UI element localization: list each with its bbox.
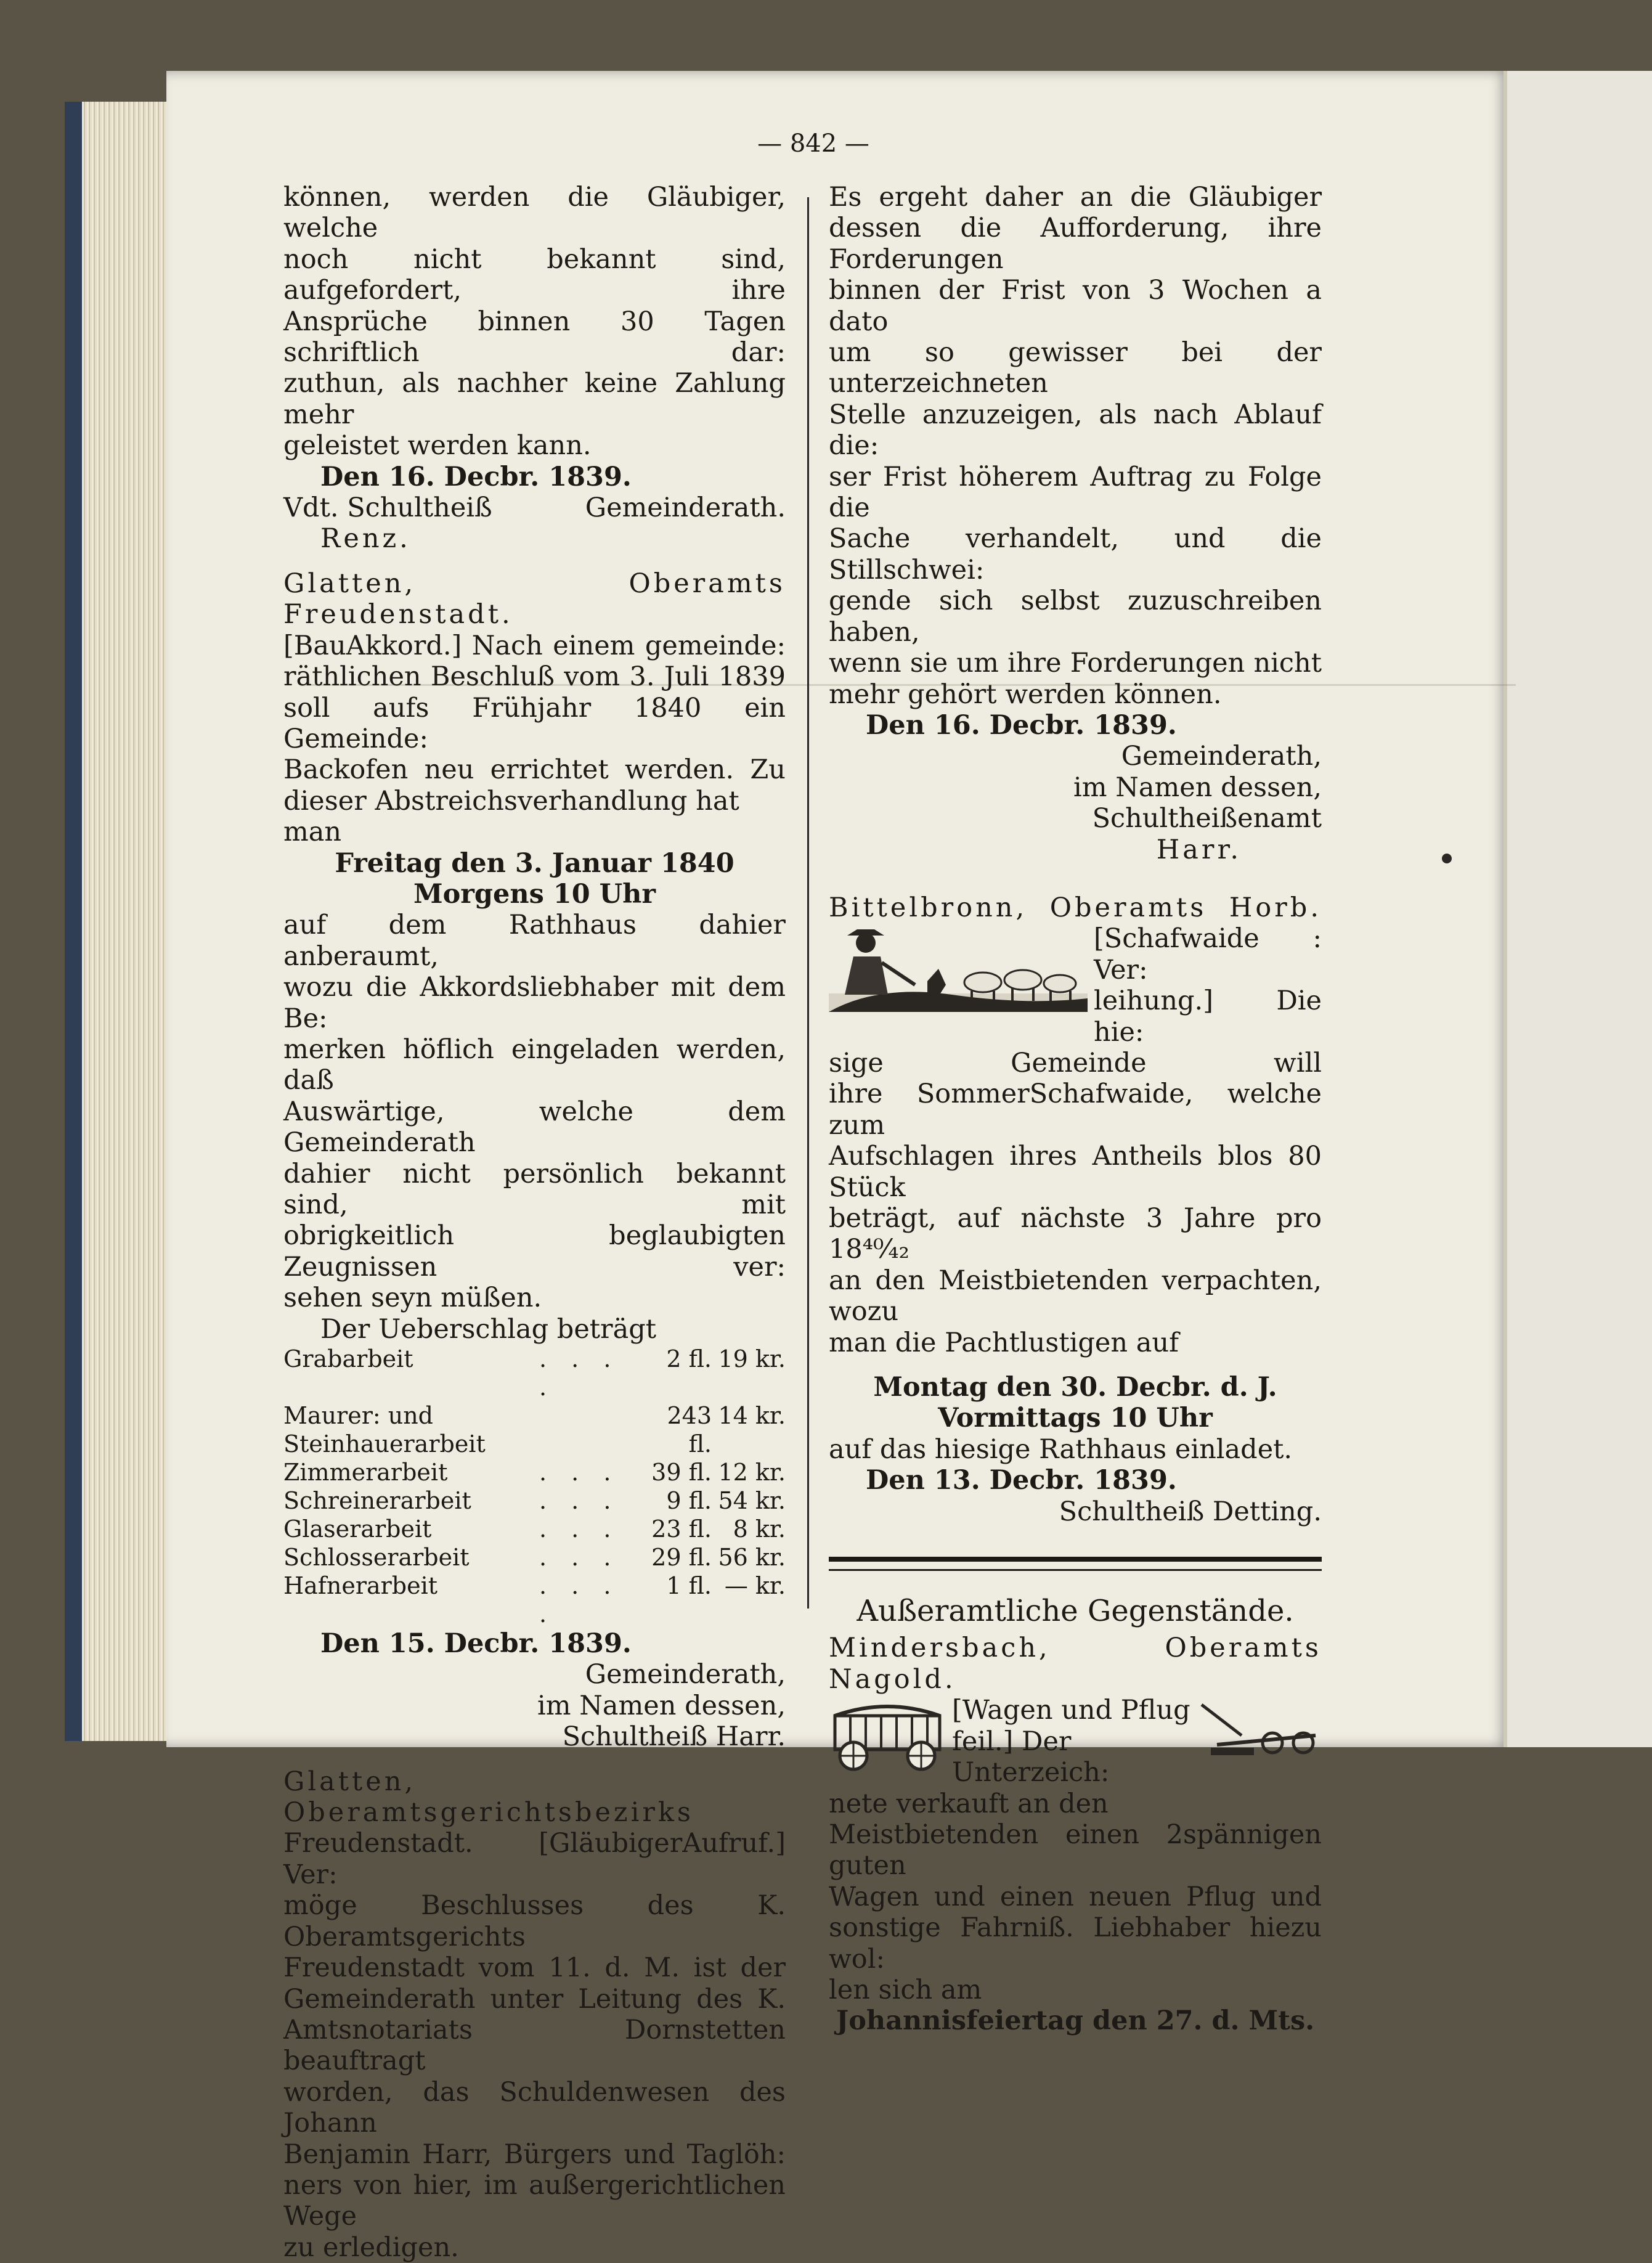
text-line: sige Gemeinde will xyxy=(829,1047,1322,1078)
text-line: Meistbietenden einen 2spännigen guten xyxy=(829,1819,1322,1882)
text-line: Auswärtige, welche dem Gemeinderath xyxy=(283,1096,786,1159)
text-line: man die Pachtlustigen auf xyxy=(829,1327,1179,1358)
appointment-date: Freitag den 3. Januar 1840 xyxy=(335,847,734,879)
text-line: gende sich selbst zuzuschreiben haben, xyxy=(829,585,1322,648)
text-line: auf dem Rathhaus dahier anberaumt, xyxy=(283,910,786,972)
notice-heading: Glatten, Oberamts Freudenstadt. xyxy=(283,568,786,630)
signature-line: im Namen dessen, xyxy=(1073,772,1322,803)
signature-line: Schultheißenamt xyxy=(1092,803,1322,834)
text-line: zuthun, als nachher keine Zahlung mehr xyxy=(283,368,786,430)
signature-name: Renz. xyxy=(320,523,411,555)
signature-right: Gemeinderath. xyxy=(585,492,786,524)
cost-row: Glaserarbeit . . . 23 fl. 8 kr. xyxy=(283,1515,786,1543)
text-line: obrigkeitlich beglaubigten Zeugnissen ver: xyxy=(283,1220,786,1282)
text-line: ners von hier, im außergerichtlichen Wege xyxy=(283,2169,786,2232)
text-line: Freudenstadt vom 11. d. M. ist der xyxy=(283,1952,786,1984)
text-line: räthlichen Beschluß vom 3. Juli 1839 xyxy=(283,661,786,693)
appointment-time: Morgens 10 Uhr xyxy=(413,878,656,910)
appointment-date: Montag den 30. Decbr. d. J. xyxy=(873,1372,1277,1403)
text-line: [BauAkkord.] Nach einem gemeinde: xyxy=(283,630,786,661)
notice-heading: Bittelbronn, Oberamts Horb. xyxy=(829,892,1322,923)
signature-name: Harr. xyxy=(1156,834,1242,865)
text-line: ser Frist höherem Auftrag zu Folge die xyxy=(829,461,1322,524)
cost-row: Schlosserarbeit . . . 29 fl. 56 kr. xyxy=(283,1544,786,1572)
text-line: möge Beschlusses des K. Oberamtsgerichts xyxy=(283,1890,786,1952)
text-line: mehr gehört werden können. xyxy=(829,679,1222,710)
text-line: leihung.] Die hie: xyxy=(1094,985,1322,1048)
text-line: um so gewisser bei der unterzeichneten xyxy=(829,337,1322,399)
text-line: auf das hiesige Rathhaus einladet. xyxy=(829,1433,1293,1465)
text-line: Gemeinderath unter Leitung des K. xyxy=(283,1983,786,2015)
text-line: Backofen neu errichtet werden. Zu xyxy=(283,754,786,786)
wagon-woodcut-icon xyxy=(829,1697,946,1771)
ink-dot xyxy=(1442,854,1452,863)
shepherd-woodcut-icon xyxy=(829,926,1088,1018)
costs-heading: Der Ueberschlag beträgt xyxy=(320,1313,657,1345)
cost-row: Grabarbeit . . . . 2 fl. 19 kr. xyxy=(283,1345,786,1401)
text-line: binnen der Frist von 3 Wochen a dato xyxy=(829,275,1322,337)
text-line: wenn sie um ihre Forderungen nicht xyxy=(829,648,1322,679)
facing-page xyxy=(1503,71,1652,1747)
notice-date: Den 13. Decbr. 1839. xyxy=(866,1465,1177,1496)
signature-left: Vdt. Schultheiß xyxy=(283,492,492,524)
text-line: geleistet werden kann. xyxy=(283,430,592,462)
signature-line: im Namen dessen, xyxy=(537,1690,786,1721)
section-rule-thin xyxy=(829,1569,1322,1571)
notice-date: Den 15. Decbr. 1839. xyxy=(320,1628,632,1660)
signature-line: Gemeinderath, xyxy=(585,1659,786,1690)
page-number: — 842 — xyxy=(757,129,869,158)
left-column xyxy=(283,182,786,2263)
text-line: [Wagen und Pflug xyxy=(952,1695,1190,1726)
shepherd-block xyxy=(829,923,1322,1078)
notice-date: Den 16. Decbr. 1839. xyxy=(866,709,1177,741)
text-line: worden, das Schuldenwesen des Johann xyxy=(283,2076,786,2139)
costs-table xyxy=(283,1345,786,1628)
cost-row: Maurer: und Steinhauerarbeit 243 fl. 14 kr. xyxy=(283,1402,786,1458)
text-line: noch nicht bekannt sind, aufgefordert, ihre xyxy=(283,243,786,306)
appointment-time: Vormittags 10 Uhr xyxy=(938,1403,1213,1434)
cost-row: Schreinerarbeit . . . 9 fl. 54 kr. xyxy=(283,1487,786,1515)
notice-date: Den 16. Decbr. 1839. xyxy=(320,461,632,492)
text-line: sehen seyn müßen. xyxy=(283,1282,542,1314)
text-line: wozu die Akkordsliebhaber mit dem Be: xyxy=(283,972,786,1034)
text-line: Es ergeht daher an die Gläubiger xyxy=(829,182,1322,213)
text-line: zu erledigen. xyxy=(283,2232,459,2263)
signature-line: Gemeinderath, xyxy=(1121,741,1322,772)
cost-row: Zimmerarbeit . . . 39 fl. 12 kr. xyxy=(283,1459,786,1486)
text-line: Sache verhandelt, und die Stillschwei: xyxy=(829,523,1322,585)
text-line: len sich am xyxy=(829,1974,982,2005)
text-line: Aufschlagen ihres Antheils blos 80 Stück xyxy=(829,1141,1322,1203)
text-line: soll aufs Frühjahr 1840 ein Gemeinde: xyxy=(283,692,786,754)
notice-heading: Mindersbach, Oberamts Nagold. xyxy=(829,1633,1322,1695)
text-line: beträgt, auf nächste 3 Jahre pro 18⁴⁰⁄₄₂ xyxy=(829,1203,1322,1265)
signature-row xyxy=(283,492,786,523)
text-line: sonstige Fahrniß. Liebhaber hiezu wol: xyxy=(829,1912,1322,1975)
text-line: [Schafwaide : Ver: xyxy=(1094,923,1322,985)
text-line: merken höflich eingeladen werden, daß xyxy=(283,1034,786,1096)
notice-heading: Glatten, Oberamtsgerichtsbezirks xyxy=(283,1766,694,1829)
text-line: an den Meistbietenden verpachten, wozu xyxy=(829,1265,1322,1327)
wagon-block xyxy=(829,1695,1322,1819)
text-line: können, werden die Gläubiger, welche xyxy=(283,182,786,244)
text-line: dieser Abstreichsverhandlung hat man xyxy=(283,785,739,848)
section-title: Außeramtliche Gegenstände. xyxy=(857,1594,1294,1629)
text-line: Stelle anzuzeigen, als nach Ablauf die: xyxy=(829,399,1322,462)
signature-line: Schultheiß Harr. xyxy=(562,1721,786,1753)
plough-woodcut-icon xyxy=(1198,1698,1322,1760)
section-rule-thick xyxy=(829,1557,1322,1562)
appointment-date: Johannisfeiertag den 27. d. Mts. xyxy=(836,2005,1315,2037)
text-line: dahier nicht persönlich bekannt sind, mit xyxy=(283,1158,786,1220)
column-divider xyxy=(807,197,809,1609)
text-line: ihre SommerSchafwaide, welche zum xyxy=(829,1078,1322,1141)
text-line: Benjamin Harr, Bürgers und Taglöh: xyxy=(283,2139,786,2170)
text-line: Ansprüche binnen 30 Tagen schriftlich dar: xyxy=(283,306,786,369)
cost-row: Hafnerarbeit . . . . 1 fl. — kr. xyxy=(283,1572,786,1628)
text-line: Freudenstadt. [GläubigerAufruf.] Ver: xyxy=(283,1828,786,1890)
signature-line: Schultheiß Detting. xyxy=(1059,1496,1322,1527)
text-line: Wagen und einen neuen Pflug und xyxy=(829,1881,1322,1912)
text-line: nete verkauft an den xyxy=(829,1788,1109,1819)
text-line: Amtsnotariats Dornstetten beauftragt xyxy=(283,2014,786,2077)
text-line: feil.] Der Unterzeich: xyxy=(952,1726,1110,1788)
text-line: dessen die Aufforderung, ihre Forderungen xyxy=(829,213,1322,275)
right-column xyxy=(829,182,1322,2037)
